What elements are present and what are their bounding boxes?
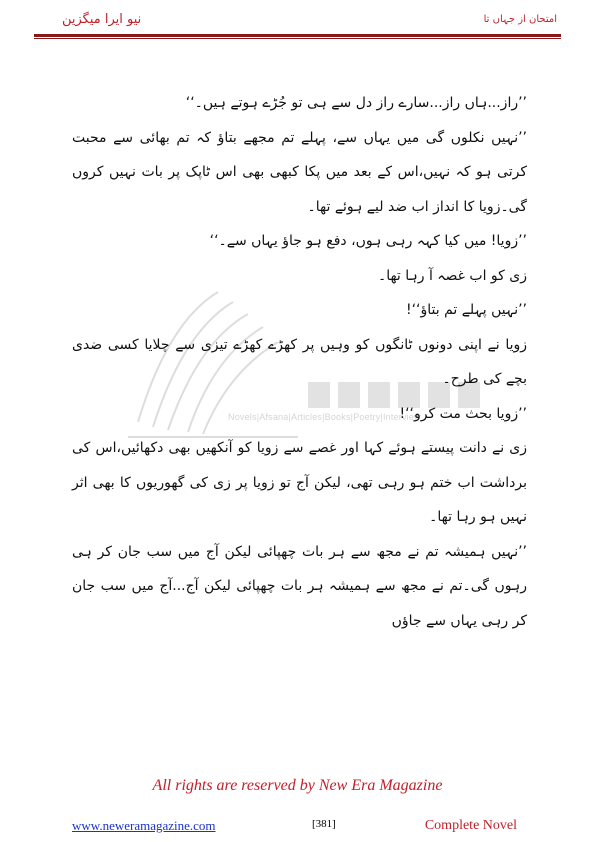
paragraph: ’’زویا بحث مت کرو‘‘! (399, 405, 527, 422)
copyright-notice: All rights are reserved by New Era Magazine (152, 777, 443, 794)
paragraph: ’’نہیں ہمیشہ تم نے مجھ سے ہر بات چھپائی لیکن آج میں سب جان کر ہی رہوں گی۔تم نے مجھ سے ہمیشہ ہر بات چھپائی لیکن آج...آج میں سب جان کر رہی یہاں سے جاؤں (72, 543, 527, 629)
magazine-title: نیو ایرا میگزین (62, 12, 142, 27)
page-header (0, 0, 595, 40)
page-footer (0, 818, 595, 838)
novel-body (72, 86, 527, 638)
paragraph: ’’نہیں پہلے تم بتاؤ‘‘! (405, 302, 527, 318)
website-link[interactable]: www.neweramagazine.com (72, 818, 216, 833)
paragraph: ’’راز...ہاں راز...سارے راز دل سے ہی تو جُڑے ہوتے ہیں۔‘‘ (185, 95, 527, 111)
header-rule-thin (34, 38, 561, 39)
watermark-categories: Novels|Afsana|Articles|Books|Poetry|Interview (228, 412, 421, 422)
novel-title: امتحان از جہاں تا (483, 14, 557, 25)
paragraph: ’’زویا! میں کیا کہہ رہی ہوں، دفع ہو جاؤ یہاں سے۔‘‘ (209, 233, 527, 249)
page-number: [381] (312, 818, 336, 830)
paragraph: زی کو اب غصہ آ رہا تھا۔ (378, 267, 527, 284)
header-rule-thick (34, 34, 561, 37)
complete-novel-label: Complete Novel (424, 818, 517, 833)
paragraph: زی نے دانت پیستے ہوئے کہا اور غصے سے زویا کو آنکھیں بھی دکھائیں،اس کی برداشت اب ختم ہو رہی تھی، لیکن آج تو زویا پر زی کی گھوریوں کا بھی اثر نہیں ہو رہا تھا۔ (72, 440, 527, 525)
paragraph: زویا نے اپنی دونوں ٹانگوں کو وہیں پر کھڑے کھڑے تیزی سے چلایا کسی ضدی بچے کی طرح۔ (72, 336, 527, 387)
paragraph: ’’نہیں نکلوں گی میں یہاں سے، پہلے تم مجھے بتاؤ کہ تم بھائی سے محبت کرتی ہو کہ نہیں،اس کے بعد میں پکا کبھی بھی اس ٹاپک پر بات نہیں کروں گی۔زویا کا انداز اب ضد لیے ہوئے تھا۔ (72, 129, 527, 215)
